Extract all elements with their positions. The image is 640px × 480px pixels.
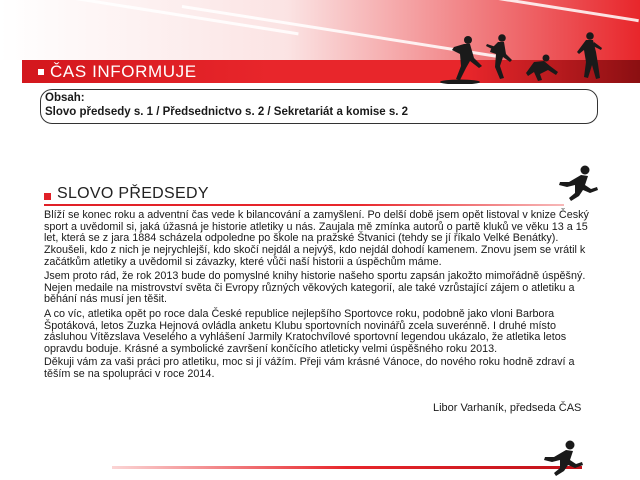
header-bullet [38, 69, 44, 75]
signature: Libor Varhaník, předseda ČAS [433, 402, 582, 414]
sprinter-icon [555, 163, 599, 203]
banner-streak [421, 0, 639, 22]
page-title: ČAS INFORMUJE [50, 62, 197, 81]
shot-put-athlete-icon [440, 36, 482, 84]
article-paragraph: A co víc, atletika opět po roce dala České republice nejlepšího Sportovce roku, podobně jako vloni Barbora Špotáková, letos Zuzka Hejnová ovládla anketu Klubu sportovních novinářů zcela suverénně. I druhé místo zásluhou Vítězslava Veselého a vyhlášení Jarmily Kratochvílové sportovní legendou ukázalo, že atletika letos opravdu boduje. Krásné a symbolické završení končícího atleticky velmi úspěšného roku 2013. [44, 308, 567, 356]
section-divider [44, 204, 564, 206]
sprinter-icon [540, 438, 584, 478]
article-paragraph: Blíží se konec roku a adventní čas vede k bilancování a zamyšlení. Po delší době jsem opět listoval v knize Český sport a uvědomil si, jaká úžasná je historie atletiky u nás. Zaujala mě zmínka autorů o partě kluků ve věku 13 a 15 let, která se z jara 1884 scházela odpoledne po škole na pražské Štvanici (tehdy se jí říkalo Velké Benátky). Zkoušeli, kdo z nich je nejrychlejší, kdo skočí nejdál a nejvýš, kdo nejdál dohodí kamenem. Znovu jsem se vrátil k začátkům atletiky a uvědomil si závazky, které vůči naší historii a úspěchům máme. [44, 209, 589, 268]
contents-label: Obsah: [45, 92, 85, 104]
hurdler-icon [486, 34, 512, 79]
section-title: SLOVO PŘEDSEDY [57, 185, 209, 202]
article-paragraph: Děkuji vám za vaši práci pro atletiku, moc si jí vážím. Přeji vám krásné Vánoce, do nového roku hodně zdraví a těším se na spolupráci v roce 2014. [44, 356, 575, 380]
section-bullet [44, 193, 51, 200]
article-paragraph: Jsem proto rád, že rok 2013 bude do pomyslné knihy historie našeho sportu zapsán jakožto mimořádně úspěšný. Nejen medaile na mistrovství světa či Evropy různých věkových kategorií, ale také vzrůstající zájem o atletiku a běhání nás musí jen těšit. [44, 270, 586, 306]
sprinter-start-icon [526, 55, 558, 82]
runner-icon [577, 32, 602, 79]
bottom-divider [112, 466, 582, 469]
contents-text: Slovo předsedy s. 1 / Předsednictvo s. 2 / Sekretariát a komise s. 2 [45, 106, 409, 118]
athlete-silhouettes [430, 28, 640, 84]
